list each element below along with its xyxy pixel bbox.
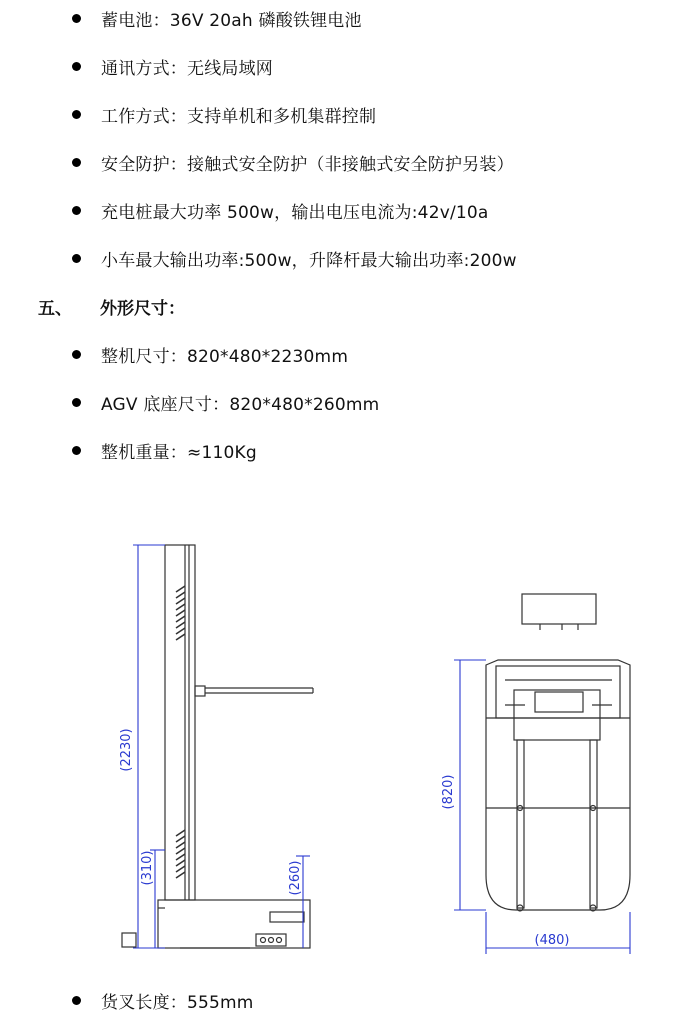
dimension-label-total-height: (2230) bbox=[119, 728, 134, 772]
section-heading bbox=[38, 292, 185, 320]
bullet-icon bbox=[72, 14, 81, 23]
bullet-icon bbox=[72, 158, 81, 167]
list-item bbox=[72, 52, 273, 80]
bullet-icon bbox=[72, 446, 81, 455]
bullet-icon bbox=[72, 206, 81, 215]
list-item bbox=[72, 196, 489, 224]
spec-agv-base-size: AGV 底座尺寸：820*480*260mm bbox=[101, 394, 380, 415]
list-item bbox=[72, 340, 348, 368]
list-item bbox=[72, 4, 362, 32]
spec-battery: 蓄电池：36V 20ah 磷酸铁锂电池 bbox=[101, 10, 362, 31]
spec-overall-size: 整机尺寸：820*480*2230mm bbox=[101, 346, 349, 367]
spec-charger: 充电桩最大功率 500w，输出电压电流为:42v/10a bbox=[101, 202, 489, 223]
spec-power: 小车最大输出功率:500w，升降杆最大输出功率:200w bbox=[101, 250, 517, 271]
technical-drawing bbox=[0, 520, 693, 960]
section-title: 外形尺寸： bbox=[100, 298, 185, 319]
list-item bbox=[72, 436, 257, 464]
bullet-icon bbox=[72, 254, 81, 263]
spec-work-mode: 工作方式：支持单机和多机集群控制 bbox=[101, 106, 377, 127]
bullet-icon bbox=[72, 996, 81, 1005]
section-number: 五、 bbox=[38, 298, 72, 319]
dimension-label-width: (480) bbox=[534, 933, 570, 948]
list-item bbox=[72, 100, 376, 128]
bullet-icon bbox=[72, 110, 81, 119]
spec-fork-length: 货叉长度：555mm bbox=[101, 992, 254, 1013]
dimension-label-agv-height: (260) bbox=[288, 860, 303, 896]
bullet-icon bbox=[72, 350, 81, 359]
spec-safety: 安全防护：接触式安全防护（非接触式安全防护另装） bbox=[101, 154, 514, 175]
dimension-label-base-height: (310) bbox=[140, 850, 155, 886]
spec-communication: 通讯方式：无线局域网 bbox=[101, 58, 273, 79]
dimension-label-length: (820) bbox=[441, 774, 456, 810]
dimension-lines-side bbox=[133, 545, 310, 948]
bullet-icon bbox=[72, 62, 81, 71]
side-view bbox=[122, 545, 313, 948]
list-item bbox=[72, 148, 514, 176]
list-item bbox=[72, 244, 517, 272]
list-item bbox=[72, 986, 254, 1014]
list-item bbox=[72, 388, 379, 416]
spec-weight: 整机重量：≈110Kg bbox=[101, 442, 257, 463]
bullet-icon bbox=[72, 398, 81, 407]
top-view bbox=[486, 594, 630, 911]
